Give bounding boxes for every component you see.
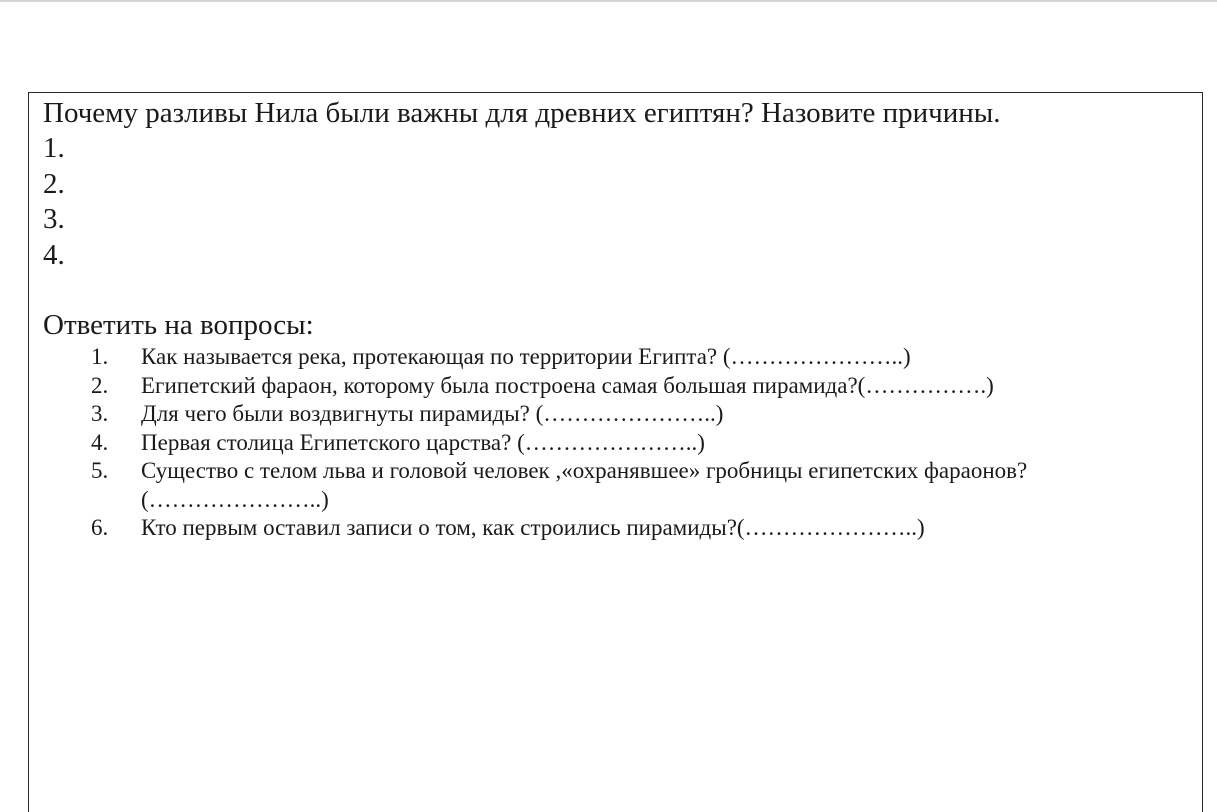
question-item-5 <box>91 457 1201 514</box>
reason-item-2: 2. <box>43 167 65 200</box>
question-text: Как называется река, протекающая по территории Египта? (…………………..) <box>141 344 911 369</box>
question-text: Первая столица Египетского царства? (…………………..) <box>141 429 705 455</box>
question-item-3 <box>91 400 1201 429</box>
question-number: 1. <box>91 344 109 369</box>
reason-item-1: 1. <box>43 132 65 164</box>
question-item-1 <box>91 343 1201 372</box>
question-text: Для чего были воздвигнуты пирамиды? (…………………..) <box>141 401 724 426</box>
question-number: 6. <box>91 515 109 540</box>
questions-heading: Ответить на вопросы: <box>43 309 314 341</box>
question-text: Кто первым оставил записи о том, как строились пирамиды?(…………………..) <box>141 515 925 540</box>
question-item-6 <box>91 514 1201 543</box>
question-text: Египетский фараон, которому была построена самая большая пирамида?(…………….) <box>141 372 994 398</box>
question-item-4 <box>91 429 1201 458</box>
question-number: 4. <box>91 429 109 455</box>
question-number: 5. <box>91 458 109 483</box>
nile-question: Почему разливы Нила были важны для древних египтян? Назовите причины. <box>43 97 1001 129</box>
worksheet-content <box>43 95 1203 543</box>
reason-item-4: 4. <box>43 238 65 271</box>
top-divider <box>0 0 1217 2</box>
question-text: Существо с телом льва и головой человек ,«охранявшее» гробницы египетских фараонов? (…………………..) <box>141 458 1028 512</box>
question-number: 3. <box>91 401 109 426</box>
question-number: 2. <box>91 372 109 398</box>
reasons-list <box>43 131 1203 273</box>
question-item-2 <box>91 372 1201 401</box>
questions-list <box>91 343 1201 543</box>
reason-item-3: 3. <box>43 203 65 235</box>
